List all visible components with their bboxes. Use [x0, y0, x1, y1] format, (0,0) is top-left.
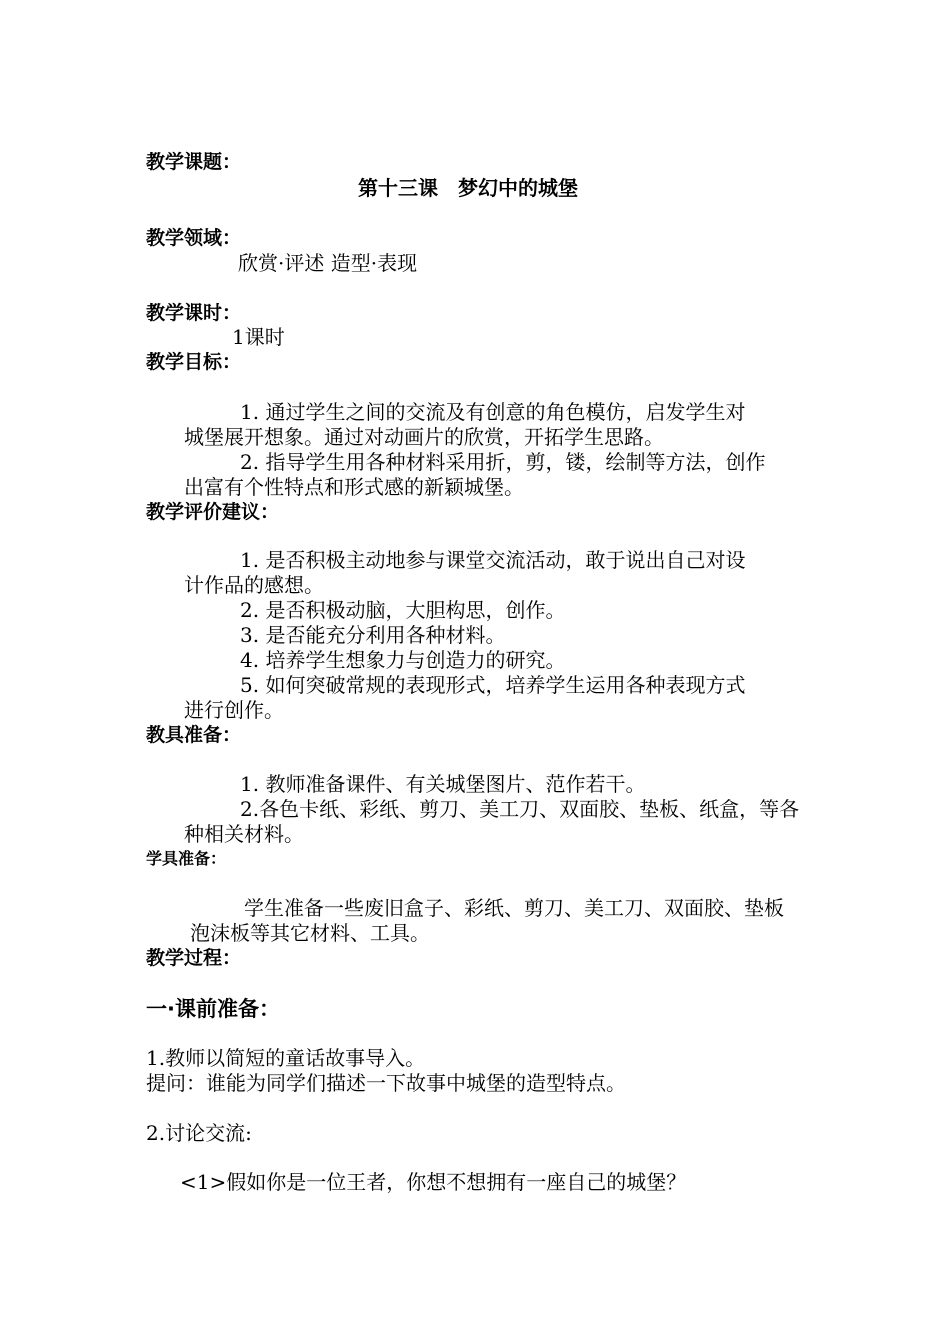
evaluation-heading: 教学评价建议： [146, 501, 280, 523]
objective-1-line-1: 1. 通过学生之间的交流及有创意的角色模仿，启发学生对 [240, 400, 746, 424]
evaluation-3: 3. 是否能充分利用各种材料。 [240, 623, 506, 647]
objectives-heading: 教学目标： [146, 351, 242, 373]
process-sub-1: <1>假如你是一位王者，你想不想拥有一座自己的城堡？ [180, 1170, 687, 1194]
evaluation-5-line-1: 5. 如何突破常规的表现形式，培养学生运用各种表现方式 [240, 673, 746, 697]
teacher-prep-2-line-1: 2.各色卡纸、彩纸、剪刀、美工刀、双面胶、垫板、纸盒，等各 [240, 797, 800, 821]
process-step-1: 1.教师以简短的童话故事导入。 [146, 1046, 426, 1070]
student-prep-line-2: 泡沫板等其它材料、工具。 [190, 921, 430, 945]
hours-text: 1课时 [232, 325, 285, 349]
hours-heading: 教学课时： [146, 302, 242, 324]
evaluation-2: 2. 是否积极动脑，大胆构思，创作。 [240, 598, 566, 622]
topic-heading: 教学课题： [146, 151, 242, 173]
evaluation-1-line-1: 1. 是否积极主动地参与课堂交流活动，敢于说出自己对设 [240, 548, 746, 572]
student-prep-line-1: 学生准备一些废旧盒子、彩纸、剪刀、美工刀、双面胶、垫板 [244, 896, 784, 920]
section-pre-class: 一·课前准备： [146, 997, 280, 1021]
domain-heading: 教学领域： [146, 227, 242, 249]
process-question: 提问：谁能为同学们描述一下故事中城堡的造型特点。 [146, 1071, 626, 1095]
teacher-prep-1: 1. 教师准备课件、有关城堡图片、范作若干。 [240, 772, 646, 796]
process-step-2: 2.讨论交流: [146, 1121, 252, 1145]
evaluation-4: 4. 培养学生想象力与创造力的研究。 [240, 648, 566, 672]
evaluation-5-line-2: 进行创作。 [184, 698, 284, 722]
lesson-title: 第十三课 梦幻中的城堡 [358, 176, 578, 200]
teacher-prep-2-line-2: 种相关材料。 [184, 822, 304, 846]
objective-1-line-2: 城堡展开想象。通过对动画片的欣赏，开拓学生思路。 [184, 425, 664, 449]
objective-2-line-2: 出富有个性特点和形式感的新颖城堡。 [184, 475, 524, 499]
evaluation-1-line-2: 计作品的感想。 [184, 573, 324, 597]
student-prep-heading: 学具准备： [146, 849, 227, 868]
teacher-prep-heading: 教具准备： [146, 724, 242, 746]
objective-2-line-1: 2. 指导学生用各种材料采用折，剪，镂，绘制等方法，创作 [240, 450, 766, 474]
process-heading: 教学过程： [146, 947, 242, 969]
domain-text: 欣赏·评述 造型·表现 [238, 251, 418, 275]
